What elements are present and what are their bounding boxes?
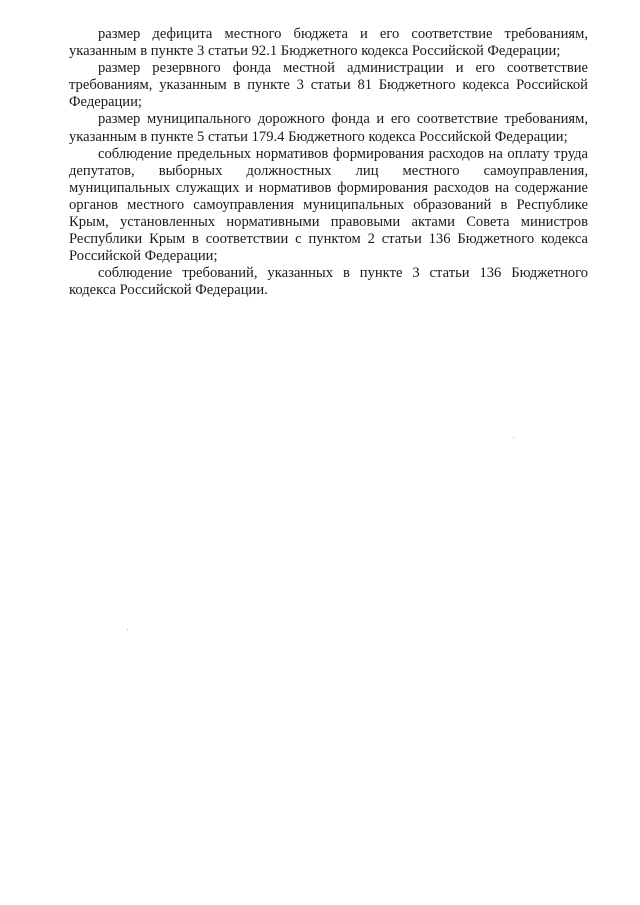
- paragraph-expenditure-norms: соблюдение предельных нормативов формирования расходов на оплату труда депутатов, выборных должностных лиц местного самоуправления, муниципальных служащих и нормативов формирования расходов на содержание органов местного самоуправления муниципальных образований в Республике Крым, установленных нормативными правовыми актами Совета министров Республики Крым в соответствии с пунктом 2 статьи 136 Бюджетного кодекса Российской Федерации;: [69, 145, 588, 265]
- scan-speck: [513, 437, 514, 438]
- paragraph-budget-deficit: размер дефицита местного бюджета и его соответствие требованиям, указанным в пункте 3 статьи 92.1 Бюджетного кодекса Российской Федерации;: [69, 26, 588, 60]
- paragraph-article-136-requirements: соблюдение требований, указанных в пункте 3 статьи 136 Бюджетного кодекса Российской Федерации.: [69, 265, 588, 299]
- paragraph-road-fund: размер муниципального дорожного фонда и его соответствие требованиям, указанным в пункте 5 статьи 179.4 Бюджетного кодекса Российской Федерации;: [69, 111, 588, 145]
- paragraph-reserve-fund: размер резервного фонда местной администрации и его соответствие требованиям, указанным в пункте 3 статьи 81 Бюджетного кодекса Российской Федерации;: [69, 60, 588, 111]
- scan-speck: [127, 629, 128, 630]
- document-body: [69, 26, 588, 300]
